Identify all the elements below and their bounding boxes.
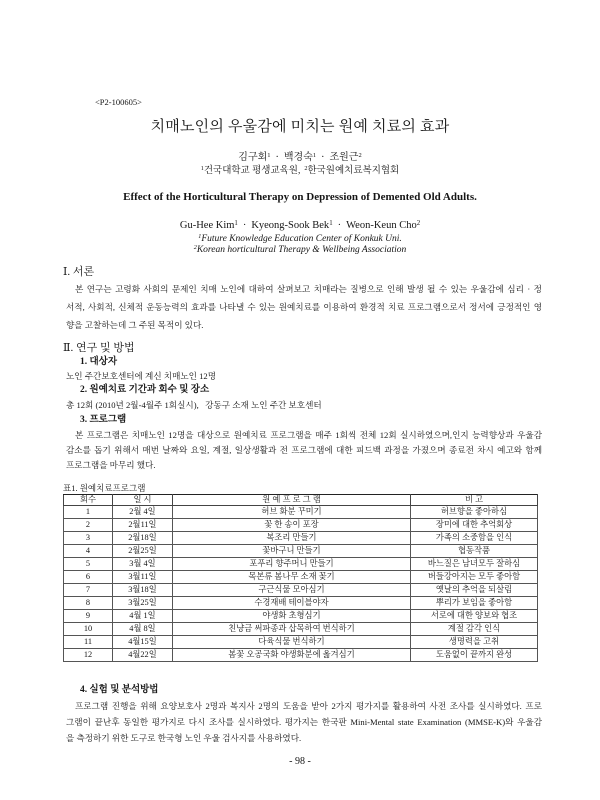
table-row (64, 571, 538, 584)
table-cell: 다육식물 번식하기 (173, 636, 411, 649)
table-cell: 3월18일 (113, 584, 173, 597)
author-name: Weon-Keun Cho (346, 220, 417, 231)
table-cell: 2 (64, 519, 113, 532)
table-cell: 봄꽃 오공국화 야생화분에 옮겨심기 (173, 649, 411, 662)
schedule-heading: 2. 원예치료 기간과 회수 및 장소 (80, 385, 210, 395)
introduction-heading: Ⅰ. 서론 (63, 266, 95, 278)
table-cell: 포푸리 향주머니 만들기 (173, 558, 411, 571)
table-cell: 옛날의 추억을 되살림 (411, 584, 538, 597)
paragraph-line: 프로그램을 마무리 했다. (66, 460, 156, 470)
table-cell: 4월15일 (113, 636, 173, 649)
table-cell: 생명력을 고취 (411, 636, 538, 649)
table-row (64, 545, 538, 558)
english-affiliations (0, 234, 600, 256)
affiliation-mark: 1 (312, 152, 317, 160)
korean-author-list (0, 151, 600, 164)
table-cell: 꽃 한 송이 포장 (173, 519, 411, 532)
table-cell: 허브향을 좋아하심 (411, 506, 538, 519)
table-cell: 수경재배 테이블야자 (173, 597, 411, 610)
korean-title: 치매노인의 우울감에 미치는 원예 치료의 효과 (150, 119, 450, 135)
analysis-heading: 4. 실험 및 분석방법 (80, 685, 159, 695)
author-separator: · (242, 220, 247, 231)
table-cell: 7 (64, 584, 113, 597)
table-cell: 10 (64, 623, 113, 636)
table-cell: 협동작품 (411, 545, 538, 558)
affiliation-mark: 1 (234, 219, 238, 227)
author-name: Gu-Hee Kim (179, 220, 235, 231)
table-cell: 바느질은 남녀모두 잘하심 (411, 558, 538, 571)
affiliation-mark: 2 (358, 152, 362, 160)
table-cell: 5 (64, 558, 113, 571)
table-cell: 친냥금 써파종과 삽목하여 번식하기 (173, 623, 411, 636)
author-separator: · (275, 152, 279, 163)
author-name: Kyeong-Sook Bek (251, 220, 330, 231)
table-cell: 목본류 봄나무 소재 꽂기 (173, 571, 411, 584)
table-cell: 11 (64, 636, 113, 649)
table-row (64, 532, 538, 545)
table-row (64, 506, 538, 519)
table-header-cell: 일 시 (113, 495, 173, 506)
table-cell: 복조리 만들기 (173, 532, 411, 545)
page-number: - 98 - (289, 756, 311, 767)
table-cell: 구근식물 모아심기 (173, 584, 411, 597)
table-cell: 도움없이 끝까지 완성 (411, 649, 538, 662)
table-cell: 6 (64, 571, 113, 584)
paragraph-line: 감소를 돕기 위해서 매번 날짜와 요일, 계절, 일상생활과 전 프로그램에 대한 피드백 과정을 가졌으며 종료전 차시 예고와 함께 (66, 445, 542, 455)
table-cell: 3월 4일 (113, 558, 173, 571)
paragraph-line: 향을 고찰하는데 그 주된 목적이 있다. (66, 320, 204, 330)
table-cell: 허브 화분 꾸미기 (173, 506, 411, 519)
korean-affiliations (0, 165, 600, 177)
table-cell: 1 (64, 506, 113, 519)
paragraph-line: 그램이 끝난후 동일한 평가지로 다시 조사를 실시하였다. 평가지는 한국판 Mini-Mental state Examination (MMSE-K)와 우울감 (66, 717, 542, 727)
table-cell: 3월25일 (113, 597, 173, 610)
table-cell: 계절 감각 인식 (411, 623, 538, 636)
affiliation-mark: 1 (198, 234, 202, 241)
paragraph-line: 본 프로그램은 치매노인 12명을 대상으로 원예치료 프로그램을 매주 1회씩 전체 12회 실시하였으며,인지 능력향상과 우울감 (75, 430, 542, 440)
table-cell: 2월25일 (113, 545, 173, 558)
table-cell: 3 (64, 532, 113, 545)
paragraph-line: 서적, 사회적, 신체적 운동능력의 효과를 나타낼 수 있는 원예치료를 이용하여 환경적 치료 프로그램으로서 정서에 긍정적인 영 (66, 302, 542, 312)
english-title: Effect of the Horticultural Therapy on Depression of Demented Old Adults. (123, 191, 477, 203)
table-row (64, 623, 538, 636)
affiliation-mark: 1 (200, 166, 204, 173)
affiliation-name: 한국원예치료복지협회 (307, 166, 400, 176)
table-cell: 4월22일 (113, 649, 173, 662)
schedule-text: 총 12회 (2010년 2월-4월주 1회실시), 강동구 소재 노인 주간 보호센터 (66, 400, 322, 410)
table-row (64, 649, 538, 662)
affiliation-mark: 2 (193, 245, 197, 252)
table-cell: 12 (64, 649, 113, 662)
affiliation-line (0, 234, 600, 245)
subjects-text: 노인 주간보호센터에 계신 치매노인 12명 (66, 371, 217, 381)
table-row (64, 610, 538, 623)
table-cell: 2월18일 (113, 532, 173, 545)
table-cell: 버들강아지는 모두 좋아함 (411, 571, 538, 584)
paragraph-line: 본 연구는 고령화 사회의 문제인 치매 노인에 대하여 살펴보고 치매라는 질병으로 인해 발생 될 수 있는 우울감에 심리 · 정 (75, 284, 542, 294)
author-separator: · (337, 220, 342, 231)
table-cell: 4월 8일 (113, 623, 173, 636)
affiliation-name: Future Knowledge Education Center of Konkuk Uni. (201, 234, 402, 244)
table-row (64, 584, 538, 597)
table-row (64, 519, 538, 532)
program-heading: 3. 프로그램 (80, 415, 127, 425)
table-cell: 2월11일 (113, 519, 173, 532)
affiliation-mark: 2 (416, 219, 421, 227)
program-paragraph (66, 428, 542, 473)
author-separator: · (321, 152, 325, 163)
english-author-list (0, 219, 600, 232)
author-name: 백경숙 (283, 152, 313, 163)
table-header-row (64, 495, 538, 506)
table-cell: 뿌리가 보임을 좋아함 (411, 597, 538, 610)
table-cell: 꽃바구니 만들기 (173, 545, 411, 558)
table-cell: 3월11일 (113, 571, 173, 584)
paper-code: <P2-100605> (95, 97, 142, 107)
table-row (64, 558, 538, 571)
author-name: 김구회 (238, 152, 268, 163)
table-header-cell: 회수 (64, 495, 113, 506)
introduction-paragraph (66, 280, 542, 334)
paragraph-line: 프로그램 진행을 위해 요양보호사 2명과 복지사 2명의 도움을 받아 2가지 평가지를 활용하여 사전 조사를 실시하였다. 프로 (75, 701, 542, 711)
author-name: 조원근 (329, 152, 359, 163)
paragraph-line: 을 측정하기 위한 도구로 한국형 노인 우울 검사지를 사용하였다. (66, 733, 302, 743)
methods-heading: Ⅱ. 연구 및 방법 (63, 342, 135, 354)
affiliation-mark: 2 (304, 166, 308, 173)
table-cell: 가족의 소중함을 인식 (411, 532, 538, 545)
table-row (64, 636, 538, 649)
affiliation-name: 건국대학교 평생교육원, (203, 166, 301, 176)
affiliation-mark: 1 (329, 219, 333, 227)
table-row (64, 597, 538, 610)
table-cell: 야생화 초형심기 (173, 610, 411, 623)
table-cell: 9 (64, 610, 113, 623)
table-header-cell: 비 고 (411, 495, 538, 506)
table-cell: 4 (64, 545, 113, 558)
subjects-heading: 1. 대상자 (80, 357, 118, 367)
affiliation-name: Korean horticultural Therapy & Wellbeing Association (196, 245, 407, 255)
analysis-paragraph (66, 698, 542, 746)
table-header-cell: 원 예 프 로 그 램 (173, 495, 411, 506)
affiliation-line (0, 245, 600, 256)
table-cell: 8 (64, 597, 113, 610)
table-cell: 2월 4일 (113, 506, 173, 519)
table-cell: 장미에 대한 추억회상 (411, 519, 538, 532)
affiliation-mark: 1 (267, 152, 271, 160)
program-table (63, 494, 538, 662)
table-caption: 표1. 원예치료프로그램 (63, 483, 146, 493)
table-cell: 4월 1일 (113, 610, 173, 623)
table-cell: 서로에 대한 양보와 협조 (411, 610, 538, 623)
